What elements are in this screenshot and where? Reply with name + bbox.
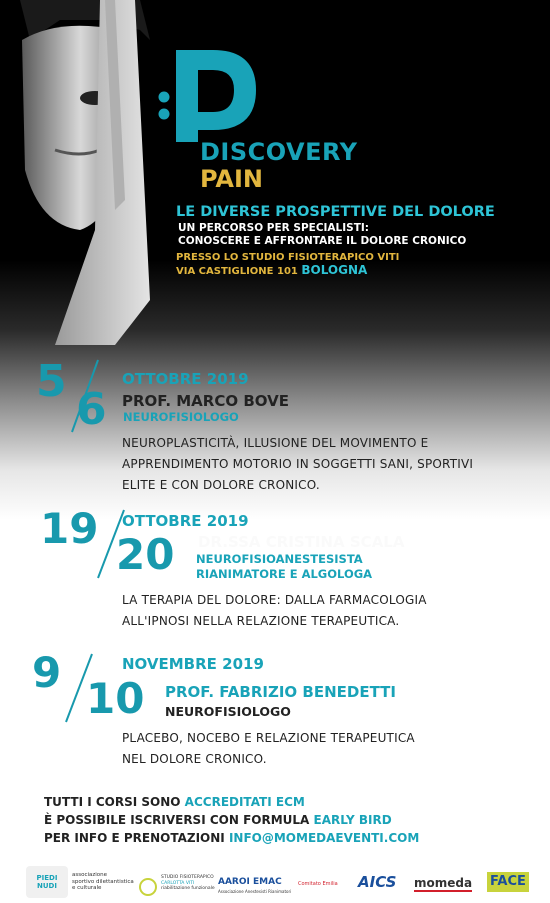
event-description — [122, 728, 415, 770]
event-day-start: 19 — [40, 504, 99, 553]
venue — [176, 252, 399, 278]
info-highlight: EARLY BIRD — [313, 813, 392, 827]
event-role — [196, 552, 372, 582]
brand-line1: DISCOVERY — [200, 138, 358, 166]
event-role: NEUROFISIOLOGO — [165, 704, 291, 719]
subtitle-line: UN PERCORSO PER SPECIALISTI: — [178, 222, 369, 234]
email-link[interactable]: INFO@MOMEDAEVENTI.COM — [228, 831, 420, 845]
venue-line2: VIA CASTIGLIONE 101 — [176, 266, 298, 277]
sponsor-logos — [0, 862, 550, 903]
info-line: PER INFO E PRENOTAZIONI INFO@MOMEDAEVENTI.COM — [44, 831, 420, 845]
info-line: TUTTI I CORSI SONO ACCREDITATI ECM — [44, 795, 305, 809]
role-line: NEUROFISIOANESTESISTA — [196, 552, 363, 566]
piedinudi-logo-icon: PIEDI NUDI — [26, 866, 68, 898]
event-description — [122, 433, 473, 496]
event-day-end: 6 — [76, 384, 107, 435]
description-line: NEL DOLORE CRONICO. — [122, 752, 267, 766]
aics-left-text: Comitato Emilia — [298, 881, 338, 887]
aaroi-tag: Associazione Anestesisti Rianimatori — [218, 889, 292, 894]
brand-name — [200, 140, 358, 191]
viti-text: STUDIO FISIOTERAPICO CARLOTTA VITI riabilitazione funzionale — [161, 875, 215, 891]
info-highlight: ACCREDITATI ECM — [184, 795, 305, 809]
event-day-start: 9 — [32, 648, 62, 697]
event-description — [122, 590, 427, 632]
role-line: RIANIMATORE E ALGOLOGA — [196, 567, 373, 581]
aics-logo: AICS — [358, 873, 397, 891]
main-heading: LE DIVERSE PROSPETTIVE DEL DOLORE — [176, 204, 495, 220]
brand-line2: PAIN — [200, 165, 263, 193]
venue-city: BOLOGNA — [301, 263, 368, 277]
event-speaker: PROF. FABRIZIO BENEDETTI — [165, 683, 396, 701]
description-line: PLACEBO, NOCEBO E RELAZIONE TERAPEUTICA — [122, 731, 415, 745]
subtitle-line: CONOSCERE E AFFRONTARE IL DOLORE CRONICO — [178, 235, 467, 247]
description-line: ELITE E CON DOLORE CRONICO. — [122, 478, 320, 492]
event-day-end: 20 — [116, 530, 175, 579]
discovery-pain-logo-icon — [158, 42, 268, 142]
info-line: È POSSIBILE ISCRIVERSI CON FORMULA EARLY BIRD — [44, 813, 392, 827]
face-logo: FACE — [487, 872, 529, 892]
info-block — [44, 793, 419, 847]
viti-logo-icon — [137, 876, 159, 898]
aaroi-logo: AAROI EMAC — [218, 877, 282, 887]
event-speaker: DR.SSA CRISTINA SCALA — [198, 533, 405, 551]
event-day-start: 5 — [36, 356, 67, 407]
momeda-logo: momeda — [414, 876, 473, 890]
event-month: OTTOBRE 2019 — [122, 512, 249, 530]
event-month: OTTOBRE 2019 — [122, 370, 249, 388]
description-line: APPRENDIMENTO MOTORIO IN SOGGETTI SANI, SPORTIVI — [122, 457, 474, 471]
portrait-photo — [0, 0, 160, 345]
event-role: NEUROFISIOLOGO — [123, 410, 239, 424]
subtitle — [178, 222, 466, 248]
piedinudi-text: associazione sportivo dilettantistica e culturale — [72, 872, 134, 891]
description-line: ALL'IPNOSI NELLA RELAZIONE TERAPEUTICA. — [122, 614, 400, 628]
venue-line1: PRESSO LO STUDIO FISIOTERAPICO VITI — [176, 252, 400, 263]
description-line: NEUROPLASTICITÀ, ILLUSIONE DEL MOVIMENTO E — [122, 436, 429, 450]
event-day-end: 10 — [86, 674, 145, 723]
event-speaker: PROF. MARCO BOVE — [122, 392, 289, 410]
description-line: LA TERAPIA DEL DOLORE: DALLA FARMACOLOGIA — [122, 593, 427, 607]
event-month: NOVEMBRE 2019 — [122, 655, 264, 673]
